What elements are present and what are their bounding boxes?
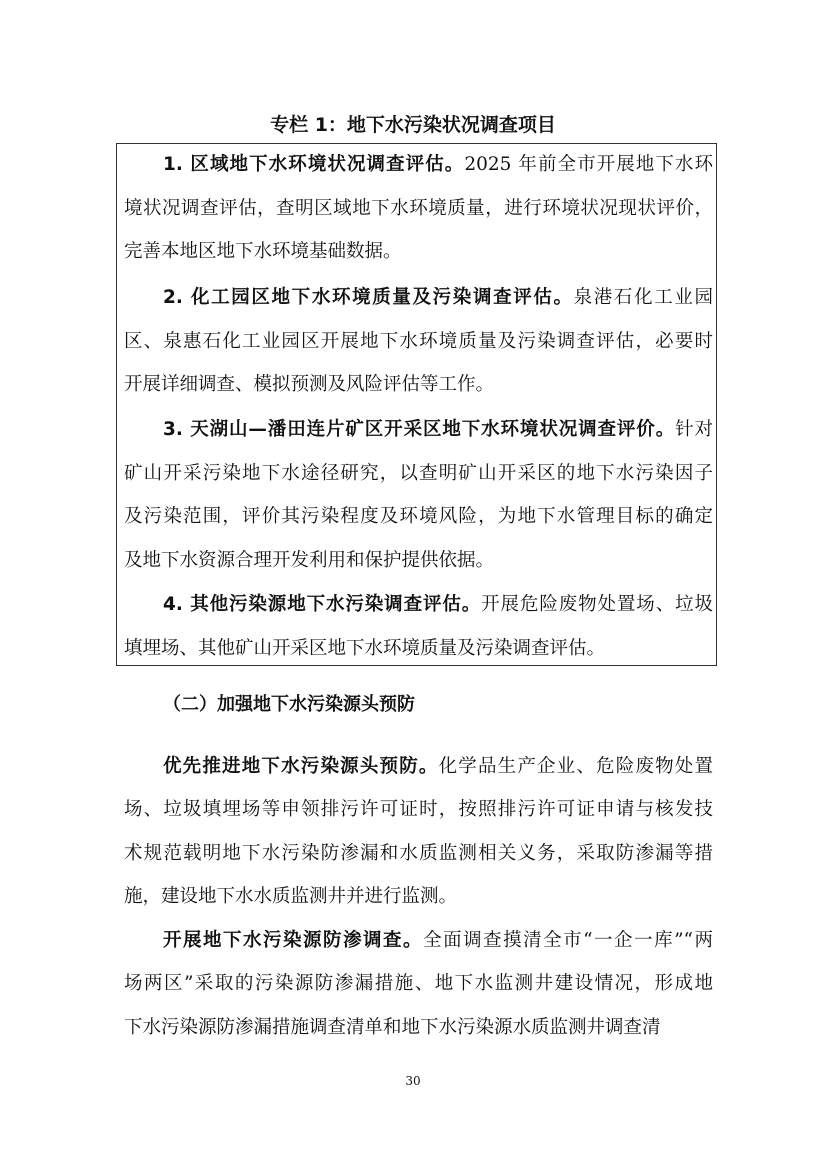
line-text: 全面调查摸清全市“一企一库”“两 — [423, 930, 713, 951]
text-line — [124, 971, 713, 997]
line-text: 下水污染源防渗漏措施调查清单和地下水污染源水质监测井调查清 — [124, 1016, 661, 1038]
text-line — [124, 239, 713, 265]
text-line — [124, 841, 713, 867]
lead-in-bold: 开展地下水污染源防渗调查。 — [163, 930, 424, 951]
line-text: 填埋场、其他矿山开采区地下水环境质量及污染调查评估。 — [124, 637, 606, 659]
text-line — [163, 754, 713, 780]
line-text: 境状况调查评估，查明区域地下水环境质量，进行环境状况现状评价， — [124, 197, 713, 219]
line-text: 施，建设地下水水质监测井并进行监测。 — [124, 885, 458, 907]
lead-in-bold: 优先推进地下水污染源头预防。 — [163, 756, 439, 777]
line-text: 场两区”采取的污染源防渗漏措施、地下水监测井建设情况，形成地 — [124, 973, 713, 995]
lead-in-bold: 3. 天湖山—潘田连片矿区开采区地下水环境状况调查评价。 — [163, 419, 676, 440]
text-line — [124, 548, 713, 574]
section-heading: （二）加强地下水污染源头预防 — [163, 694, 415, 715]
line-text: 术规范载明地下水污染防渗漏和水质监测相关义务，采取防渗漏等措 — [124, 842, 713, 864]
line-text: 完善本地区地下水环境基础数据。 — [124, 241, 402, 263]
box-title: 专栏 1：地下水污染状况调查项目 — [270, 114, 556, 136]
text-line — [163, 152, 713, 178]
line-text: 开展详细调查、模拟预测及风险评估等工作。 — [124, 374, 495, 396]
text-line — [124, 884, 713, 910]
lead-in-bold: 1. 区域地下水环境状况调查评估。 — [163, 154, 465, 175]
line-text: 化学品生产企业、危险废物处置 — [438, 756, 713, 777]
text-line — [124, 372, 713, 398]
text-line — [124, 1015, 713, 1041]
text-line — [163, 417, 713, 443]
text-line — [124, 329, 713, 355]
line-text: 及地下水资源合理开发利用和保护提供依据。 — [124, 550, 495, 572]
line-text: 场、垃圾填埋场等申领排污许可证时，按照排污许可证申请与核发技 — [124, 799, 713, 821]
lead-in-bold: 2. 化工园区地下水环境质量及污染调查评估。 — [163, 287, 574, 308]
line-text: 矿山开采污染地下水途径研究，以查明矿山开采区的地下水污染因子 — [124, 462, 713, 484]
text-line — [124, 636, 713, 662]
line-text: 区、泉惠石化工业园区开展地下水环境质量及污染调查评估，必要时 — [124, 330, 713, 352]
line-text: 针对 — [675, 419, 713, 440]
text-line — [124, 797, 713, 823]
text-line — [124, 504, 713, 530]
line-text: 及污染范围，评价其污染程度及环境风险，为地下水管理目标的确定 — [124, 506, 713, 528]
lead-in-bold: 4. 其他污染源地下水污染调查评估。 — [163, 594, 482, 615]
text-line — [124, 461, 713, 487]
text-line — [163, 592, 713, 618]
text-line — [163, 928, 713, 954]
page-number: 30 — [405, 1074, 421, 1088]
line-text: 2025 年前全市开展地下水环 — [464, 154, 713, 175]
line-text: 泉港石化工业园 — [573, 287, 713, 308]
text-line — [163, 285, 713, 311]
text-line — [124, 196, 713, 222]
line-text: 开展危险废物处置场、垃圾 — [481, 594, 713, 615]
